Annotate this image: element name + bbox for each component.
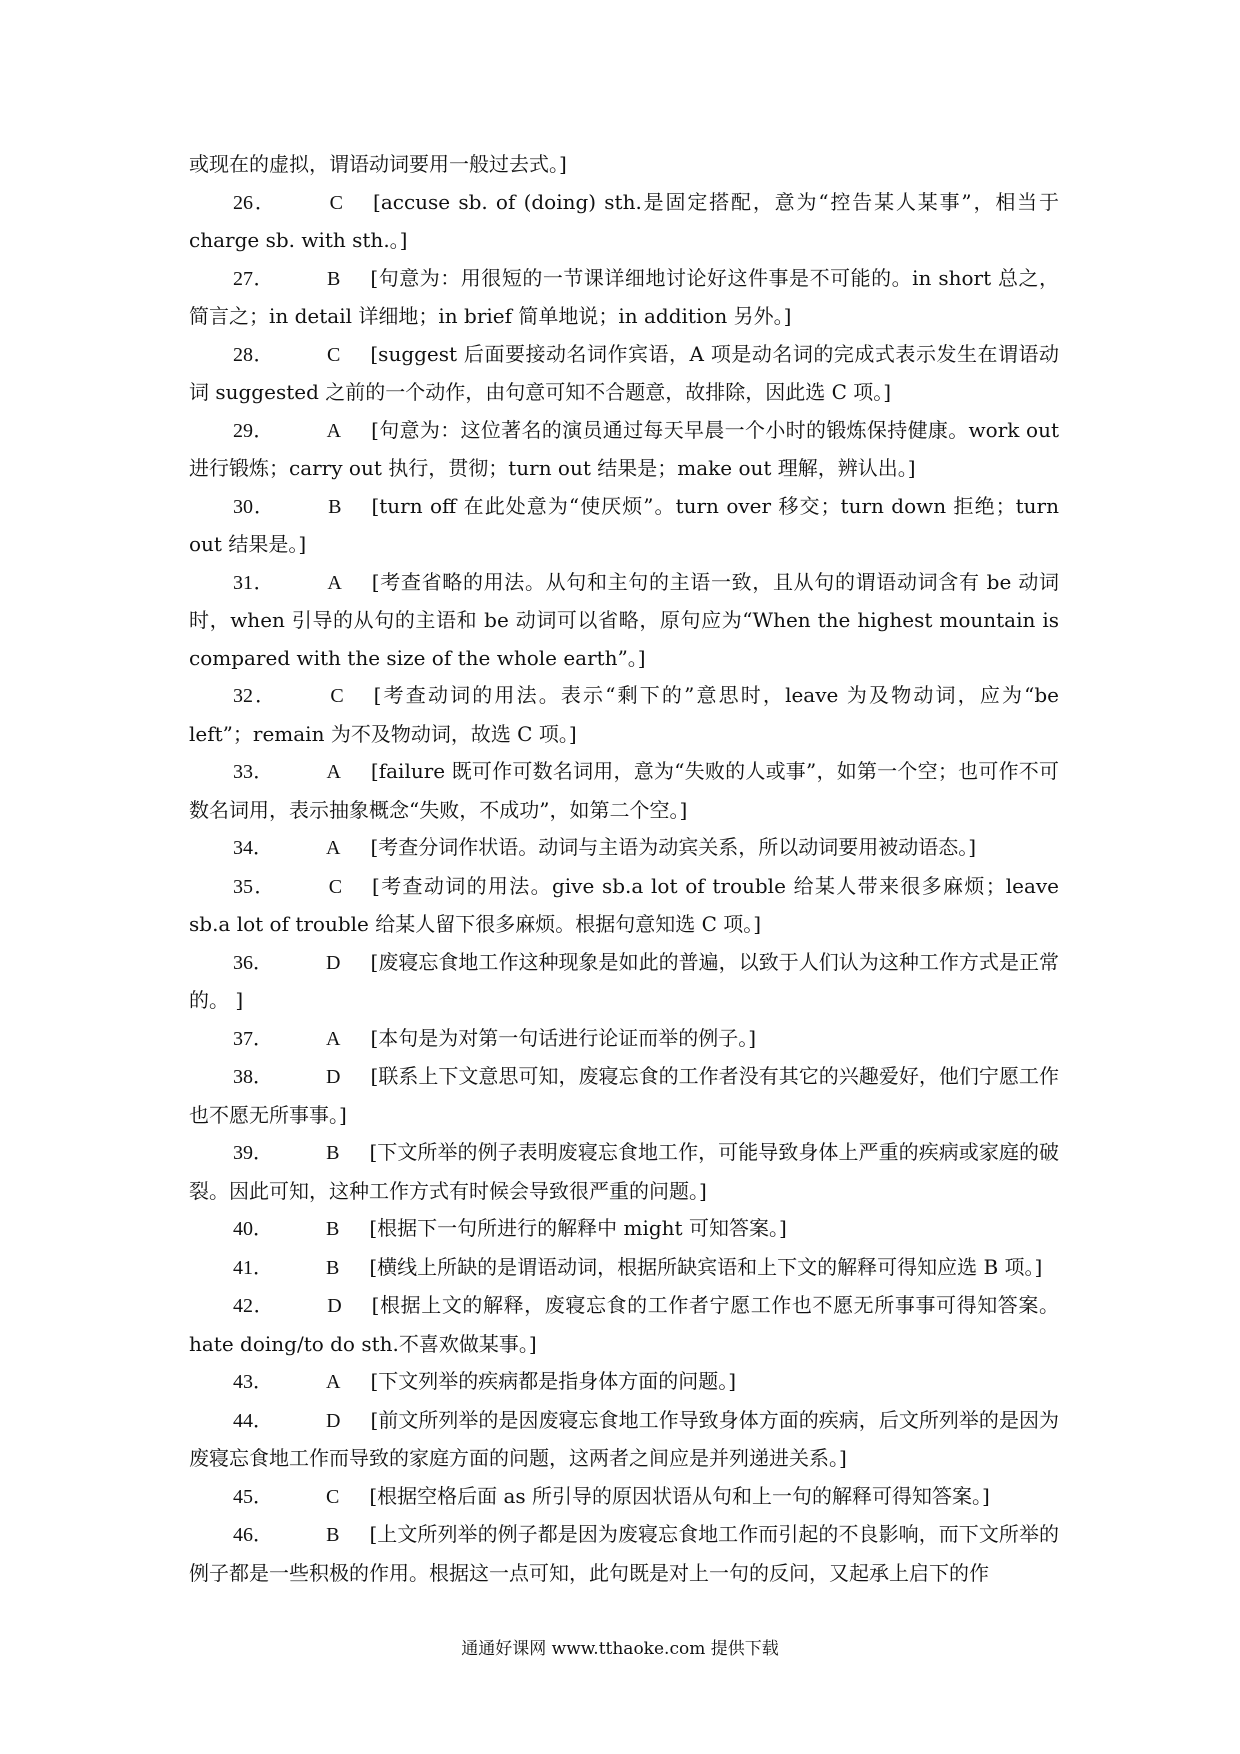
answer-letter: B <box>326 1218 340 1240</box>
explanation-text: [上文所列举的例子都是因为废寝忘食地工作而引起的不良影响，而下文所举的例子都是一些积极的作用。根据这一点可知，此句既是对上一句的反问，又起承上启下的作 <box>189 1522 1059 1585</box>
explanation-text: [根据下一句所进行的解释中 might 可知答案。] <box>369 1216 787 1240</box>
answer-letter: A <box>326 837 341 859</box>
question-number: 44． <box>233 1409 274 1432</box>
answer-item <box>189 1478 1059 1517</box>
answer-list <box>189 184 1059 1593</box>
answer-key <box>189 146 1059 1592</box>
explanation-text: [考查省略的用法。从句和主句的主语一致，且从句的谓语动词含有 be 动词时，when 引导的从句的主语和 be 动词可以省略，原句应为“When the highest mountain is compared with the size of the whole earth”。] <box>189 569 1060 670</box>
question-number: 30． <box>233 495 276 518</box>
question-number: 37． <box>233 1027 273 1050</box>
question-number: 41． <box>233 1256 273 1279</box>
continuation-text: 或现在的虚拟，谓语动词要用一般过去式。] <box>189 152 567 176</box>
question-number: 33． <box>233 761 274 783</box>
answer-item <box>189 1287 1059 1363</box>
answer-letter: C <box>330 685 344 707</box>
answer-letter: A <box>326 1371 341 1393</box>
answer-letter: C <box>326 1485 340 1508</box>
explanation-text: [联系上下文意思可知，废寝忘食的工作者没有其它的兴趣爱好，他们宁愿工作也不愿无所事事。] <box>189 1064 1059 1127</box>
explanation-text: [accuse sb. of (doing) sth.是固定搭配，意为“控告某人某事”，相当于 charge sb. with sth.。] <box>189 189 1059 252</box>
answer-item <box>189 1134 1059 1210</box>
answer-letter: A <box>327 571 342 594</box>
answer-item <box>189 1363 1059 1402</box>
answer-item <box>189 336 1059 412</box>
question-number: 46． <box>233 1524 274 1546</box>
answer-item <box>189 944 1059 1020</box>
explanation-text: [句意为：这位著名的演员通过每天早晨一个小时的锻炼保持健康。work out 进行锻炼；carry out 执行，贯彻；turn out 结果是；make out 理解，辨认出。] <box>189 417 1060 480</box>
answer-item <box>189 1058 1059 1134</box>
question-number: 35． <box>233 875 276 898</box>
answer-item <box>189 1249 1059 1288</box>
explanation-text: [根据空格后面 as 所引导的原因状语从句和上一句的解释可得知答案。] <box>369 1483 990 1508</box>
explanation-text: [考查动词的用法。表示“剩下的”意思时，leave 为及物动词，应为“be left”；remain 为不及物动词，故选 C 项。] <box>189 683 1060 746</box>
question-number: 34． <box>233 837 273 859</box>
explanation-text: [前文所列举的是因废寝忘食地工作导致身体方面的疾病，后文所列举的是因为废寝忘食地工作而导致的家庭方面的问题，这两者之间应是并列递进关系。] <box>189 1407 1059 1470</box>
explanation-text: [suggest 后面要接动名词作宾语，A 项是动名词的完成式表示发生在谓语动词 suggested 之前的一个动作，由句意可知不合题意，故排除，因此选 C 项。] <box>189 341 1059 404</box>
explanation-text: [turn off 在此处意为“使厌烦”。turn over 移交；turn down 拒绝；turn out 结果是。] <box>189 493 1060 556</box>
question-number: 42． <box>233 1295 275 1317</box>
answer-letter: A <box>326 419 342 442</box>
answer-item <box>189 1020 1059 1059</box>
answer-letter: C <box>327 343 341 366</box>
answer-letter: C <box>328 875 343 898</box>
question-number: 29． <box>233 419 274 442</box>
question-number: 45． <box>233 1485 273 1508</box>
answer-item <box>189 1402 1059 1478</box>
answer-item <box>189 412 1059 488</box>
answer-letter: B <box>328 495 342 518</box>
answer-letter: D <box>326 951 341 974</box>
explanation-text: [下文所举的例子表明废寝忘食地工作，可能导致身体上严重的疾病或家庭的破裂。因此可知，这种工作方式有时候会导致很严重的问题。] <box>189 1140 1059 1203</box>
question-number: 40． <box>233 1218 273 1240</box>
answer-item <box>189 677 1059 753</box>
question-number: 39． <box>233 1142 274 1164</box>
explanation-text: [句意为：用很短的一节课详细地讨论好这件事是不可能的。in short 总之，简言之；in detail 详细地；in brief 简单地说；in addition 另外。] <box>189 265 1060 328</box>
answer-letter: D <box>326 1066 341 1088</box>
answer-letter: B <box>326 1256 340 1279</box>
question-number: 38． <box>233 1066 274 1088</box>
question-number: 26． <box>233 191 277 214</box>
answer-letter: B <box>327 267 341 290</box>
explanation-text: [根据上文的解释，废寝忘食的工作者宁愿工作也不愿无所事事可得知答案。hate doing/to do sth.不喜欢做某事。] <box>189 1293 1059 1356</box>
answer-item <box>189 1210 1059 1249</box>
answer-letter: C <box>329 191 344 214</box>
answer-item <box>189 260 1059 336</box>
question-number: 43． <box>233 1371 273 1393</box>
answer-letter: D <box>327 1295 342 1317</box>
answer-item <box>189 1516 1059 1592</box>
answer-item <box>189 753 1059 829</box>
explanation-text: [failure 既可作可数名词用，意为“失败的人或事”，如第一个空；也可作不可数名词用，表示抽象概念“失败，不成功”，如第二个空。] <box>189 759 1060 822</box>
answer-item <box>189 829 1059 868</box>
answer-item <box>189 488 1059 564</box>
question-number: 32． <box>233 685 278 707</box>
question-number: 27． <box>233 267 275 290</box>
explanation-text: [本句是为对第一句话进行论证而举的例子。] <box>370 1025 757 1050</box>
explanation-text: [废寝忘食地工作这种现象是如此的普遍，以致于人们认为这种工作方式是正常的。 ] <box>189 949 1059 1012</box>
question-number: 28． <box>233 343 275 366</box>
answer-item <box>189 564 1059 678</box>
question-number: 36． <box>233 951 274 974</box>
answer-letter: D <box>326 1409 341 1432</box>
answer-letter: A <box>326 1027 341 1050</box>
explanation-text: [考查分词作状语。动词与主语为动宾关系，所以动词要用被动语态。] <box>370 835 977 859</box>
question-number: 31． <box>233 571 275 594</box>
explanation-text: [下文列举的疾病都是指身体方面的问题。] <box>370 1369 737 1393</box>
answer-item <box>189 868 1059 944</box>
page-footer: 通通好课网 www.tthaoke.com 提供下载 <box>461 1639 779 1659</box>
answer-letter: B <box>326 1524 340 1546</box>
explanation-text: [考查动词的用法。give sb.a lot of trouble 给某人带来很多麻烦；leave sb.a lot of trouble 给某人留下很多麻烦。根据句意知选 C 项。] <box>189 873 1060 936</box>
explanation-text: [横线上所缺的是谓语动词，根据所缺宾语和上下文的解释可得知应选 B 项。] <box>369 1254 1043 1279</box>
answer-item <box>189 184 1059 260</box>
answer-letter: A <box>326 761 341 783</box>
answer-letter: B <box>326 1142 340 1164</box>
